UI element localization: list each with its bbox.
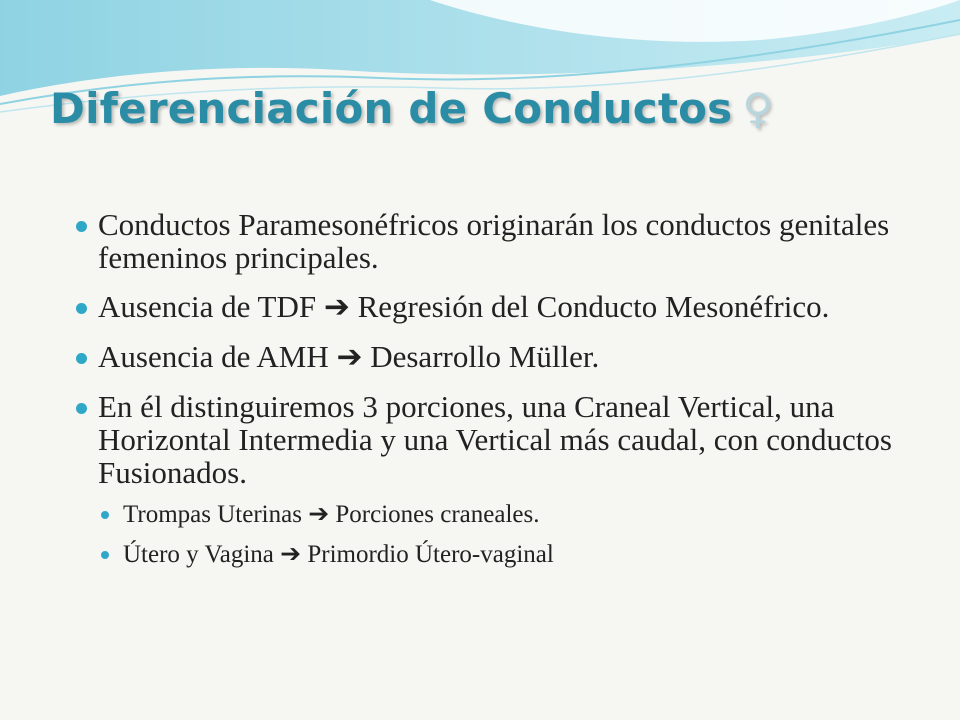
bullet-dot-icon [101, 511, 109, 519]
sub-bullet-text-after: Porciones craneales. [335, 501, 540, 528]
bullet-dot-icon [101, 551, 109, 559]
sub-bullet-text-before: Útero y Vagina [123, 541, 274, 568]
bullet-dot-icon [76, 221, 87, 232]
bullet-dot-icon [76, 303, 87, 314]
female-symbol-icon: ♀ [742, 84, 774, 133]
bullet-text-before: Ausencia de TDF [98, 289, 317, 324]
bullet-item [76, 290, 916, 324]
slide-body [76, 208, 916, 579]
sub-bullet-item [101, 539, 916, 570]
slide-title [50, 84, 910, 134]
right-arrow-icon: ➔ [280, 539, 302, 568]
sub-bullet-list [76, 499, 916, 570]
right-arrow-icon: ➔ [336, 339, 363, 375]
bullet-item [76, 208, 916, 274]
bullet-item [76, 390, 916, 489]
right-arrow-icon: ➔ [308, 499, 330, 528]
bullet-item [76, 340, 916, 374]
bullet-dot-icon [76, 403, 87, 414]
bullet-dot-icon [76, 353, 87, 364]
bullet-text: Conductos Paramesonéfricos originarán los conductos genitales femeninos principales. [98, 207, 890, 275]
bullet-text-before: Ausencia de AMH [98, 339, 329, 374]
sub-bullet-text-before: Trompas Uterinas [123, 501, 302, 528]
bullet-text-after: Regresión del Conducto Mesonéfrico. [357, 289, 830, 324]
sub-bullet-item [101, 499, 916, 530]
sub-bullet-text-after: Primordio Útero-vaginal [307, 541, 554, 568]
bullet-list [76, 208, 916, 489]
title-text: Diferenciación de Conductos [50, 84, 733, 133]
bullet-text-after: Desarrollo Müller. [370, 339, 600, 374]
bullet-text: En él distinguiremos 3 porciones, una Craneal Vertical, una Horizontal Intermedia y una Vertical más caudal, con conductos Fusionados. [98, 389, 892, 490]
right-arrow-icon: ➔ [323, 289, 350, 325]
